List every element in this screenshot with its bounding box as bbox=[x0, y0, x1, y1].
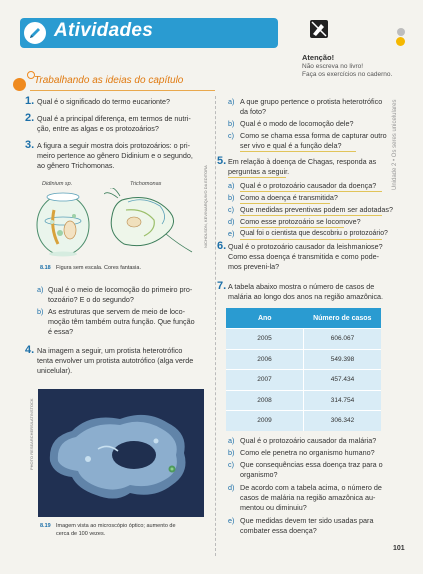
q3b-line-2: moção têm também outra função. Que função bbox=[48, 317, 195, 326]
q5c-underline bbox=[240, 215, 382, 216]
caption-8-18-num: 8.18 bbox=[40, 265, 51, 271]
q7-line-1: A tabela abaixo mostra o número de casos de bbox=[228, 282, 375, 291]
table-cell-year: 2008 bbox=[226, 391, 303, 411]
q3-line-2: meiro pertence ao gênero Didinium e o segundo, bbox=[37, 151, 193, 160]
fig-label-trichomonas: Trichomonas bbox=[130, 181, 162, 187]
table-header bbox=[226, 308, 381, 328]
q4b-line-1: Qual é o modo de locomoção dele? bbox=[240, 119, 354, 128]
q7c-line-1: Que consequências essa doença traz para o bbox=[240, 460, 383, 469]
caption-8-18-text: Figura sem escala. Cores fantasia. bbox=[56, 265, 141, 271]
q6-line-2: Como essa doença é transmitida e como pode- bbox=[228, 252, 380, 261]
didinium-illustration bbox=[22, 188, 104, 258]
q3-line-3: ao gênero Trichomonas. bbox=[37, 161, 115, 170]
caption-8-19-num: 8.19 bbox=[40, 523, 51, 529]
q5c-text: Que medidas preventivas podem ser adotadas? bbox=[240, 205, 394, 214]
fig-credit-2: PHOTO RESEARCHERS/LATINSTOCK bbox=[29, 398, 34, 470]
q7a-letter: a) bbox=[228, 436, 235, 445]
q4c-letter: c) bbox=[228, 131, 234, 140]
q2-line-2: ção, entre as algas e os protozoários? bbox=[37, 124, 159, 133]
attention-icon bbox=[309, 19, 329, 39]
q2-number: 2. bbox=[25, 112, 35, 124]
q4-line-3: unicelular). bbox=[37, 366, 73, 375]
table-row bbox=[226, 369, 381, 390]
q7c-line-2: organismo? bbox=[240, 470, 278, 479]
q6-line-1: Qual é o protozoário causador da leishmaniose? bbox=[228, 242, 383, 251]
q4c-line-2: ser vivo e qual é a função dela? bbox=[240, 141, 342, 150]
decor-dot-gray bbox=[397, 28, 405, 36]
q6-line-3: mos preveni-la? bbox=[228, 262, 280, 271]
q5-number: 5. bbox=[217, 155, 227, 167]
q7d-line-2: casos de malária na região amazônica au- bbox=[240, 493, 376, 502]
q4c-line-1: Como se chama essa forma de capturar outro bbox=[240, 131, 387, 140]
table-header-year: Ano bbox=[257, 314, 272, 322]
q4-line-2: tenta envolver um protista autotrófico (alga verde bbox=[37, 356, 194, 365]
column-divider bbox=[215, 96, 216, 556]
q5-line-2: perguntas a seguir. bbox=[228, 167, 290, 176]
q3-line-1: A figura a seguir mostra dois protozoários: o pri- bbox=[37, 141, 191, 150]
q3b-line-3: é essa? bbox=[48, 327, 74, 336]
q5c-letter: c) bbox=[228, 205, 234, 214]
q3a-line-1: Qual é o meio de locomoção do primeiro pro- bbox=[48, 285, 193, 294]
section-underline bbox=[30, 90, 215, 91]
table-header-cases: Número de casos bbox=[313, 314, 372, 322]
q2-line-1: Qual é a principal diferença, em termos de nutri- bbox=[37, 114, 191, 123]
attention-line-1: Não escreva no livro! bbox=[302, 63, 364, 70]
table-cell-year: 2009 bbox=[226, 411, 303, 431]
q7a-line-1: Qual é o protozoário causador da malária? bbox=[240, 436, 377, 445]
q4a-letter: a) bbox=[228, 97, 235, 106]
q1-number: 1. bbox=[25, 95, 35, 107]
q4-line-1: Na imagem a seguir, um protista heterotrófico bbox=[37, 346, 183, 355]
side-unit-label: Unidade 2 • Os seres unicelulares bbox=[392, 99, 398, 190]
q7-number: 7. bbox=[217, 280, 227, 292]
q7b-letter: b) bbox=[228, 448, 235, 457]
q5-line-1: Em relação à doença de Chagas, responda as bbox=[228, 157, 377, 166]
q4c-underline bbox=[240, 151, 356, 152]
q4a-line-2: da foto? bbox=[240, 107, 266, 116]
table-cell-cases: 306.342 bbox=[303, 411, 381, 431]
q3b-letter: b) bbox=[37, 307, 44, 316]
page-title: Atividades bbox=[54, 20, 154, 41]
q7e-line-1: Que medidas devem ter sido usadas para bbox=[240, 516, 374, 525]
q5e-letter: e) bbox=[228, 229, 235, 238]
q4a-line-1: A que grupo pertence o protista heterotrófico bbox=[240, 97, 383, 106]
table-cell-cases: 457.434 bbox=[303, 370, 381, 390]
q7e-letter: e) bbox=[228, 516, 235, 525]
table-cell-year: 2005 bbox=[226, 329, 303, 349]
q3a-letter: a) bbox=[37, 285, 44, 294]
table-cell-cases: 314.754 bbox=[303, 391, 381, 411]
q6-number: 6. bbox=[217, 240, 227, 252]
q7d-letter: d) bbox=[228, 483, 235, 492]
q7b-line-1: Como ele penetra no organismo humano? bbox=[240, 448, 375, 457]
q1-text: Qual é o significado do termo eucarionte? bbox=[37, 97, 171, 106]
q3b-line-1: As estruturas que servem de meio de loco- bbox=[48, 307, 186, 316]
q5b-text: Como a doença é transmitida? bbox=[240, 193, 338, 202]
q7-line-2: malária ao longo dos anos na região amazônica. bbox=[228, 292, 384, 301]
table-cell-year: 2007 bbox=[226, 370, 303, 390]
microscope-photo bbox=[38, 389, 204, 517]
q5d-letter: d) bbox=[228, 217, 235, 226]
table-cell-year: 2006 bbox=[226, 350, 303, 370]
q5a-text: Qual é o protozoário causador da doença? bbox=[240, 181, 377, 190]
table-row bbox=[226, 390, 381, 411]
fig-credit-1: NICHOLSON, KEVIN/ARQUIVO DA EDITORA bbox=[203, 165, 208, 248]
q5b-underline bbox=[240, 203, 330, 204]
table-row bbox=[226, 410, 381, 431]
q7e-line-2: combater essa doença? bbox=[240, 526, 317, 535]
q5-underline bbox=[228, 177, 286, 178]
q4b-letter: b) bbox=[228, 119, 235, 128]
q5e-underline bbox=[240, 239, 382, 240]
q3a-line-2: tozoário? E o do segundo? bbox=[48, 295, 134, 304]
section-dot-icon bbox=[13, 78, 26, 91]
attention-title: Atenção! bbox=[302, 53, 335, 62]
table-cell-cases: 606.067 bbox=[303, 329, 381, 349]
caption-8-19-line-1: Imagem vista ao microscópio óptico; aumento de bbox=[56, 523, 176, 529]
fig-label-didinium: Didinium sp. bbox=[42, 181, 73, 187]
q5a-letter: a) bbox=[228, 181, 235, 190]
q5d-text: Como esse protozoário se locomove? bbox=[240, 217, 361, 226]
table-cell-cases: 549.398 bbox=[303, 350, 381, 370]
table-row bbox=[226, 328, 381, 349]
q5d-underline bbox=[240, 227, 344, 228]
trichomonas-illustration bbox=[104, 188, 194, 258]
q5a-underline bbox=[240, 191, 382, 192]
q3-number: 3. bbox=[25, 139, 35, 151]
q5b-letter: b) bbox=[228, 193, 235, 202]
table-row bbox=[226, 349, 381, 370]
section-title: Trabalhando as ideias do capítulo bbox=[34, 75, 184, 86]
attention-line-2: Faça os exercícios no caderno. bbox=[302, 71, 393, 78]
q4-number: 4. bbox=[25, 344, 35, 356]
malaria-table bbox=[226, 308, 381, 431]
page-number: 101 bbox=[393, 545, 405, 552]
q7c-letter: c) bbox=[228, 460, 234, 469]
q7d-line-3: mentou ou diminuiu? bbox=[240, 503, 307, 512]
pencil-icon bbox=[22, 20, 48, 46]
q5e-text: Qual foi o cientista que descobriu o protozoário? bbox=[240, 230, 388, 237]
caption-8-19-line-2: cerca de 100 vezes. bbox=[56, 531, 106, 537]
decor-dot-yellow bbox=[396, 37, 405, 46]
q7d-line-1: De acordo com a tabela acima, o número de bbox=[240, 483, 382, 492]
